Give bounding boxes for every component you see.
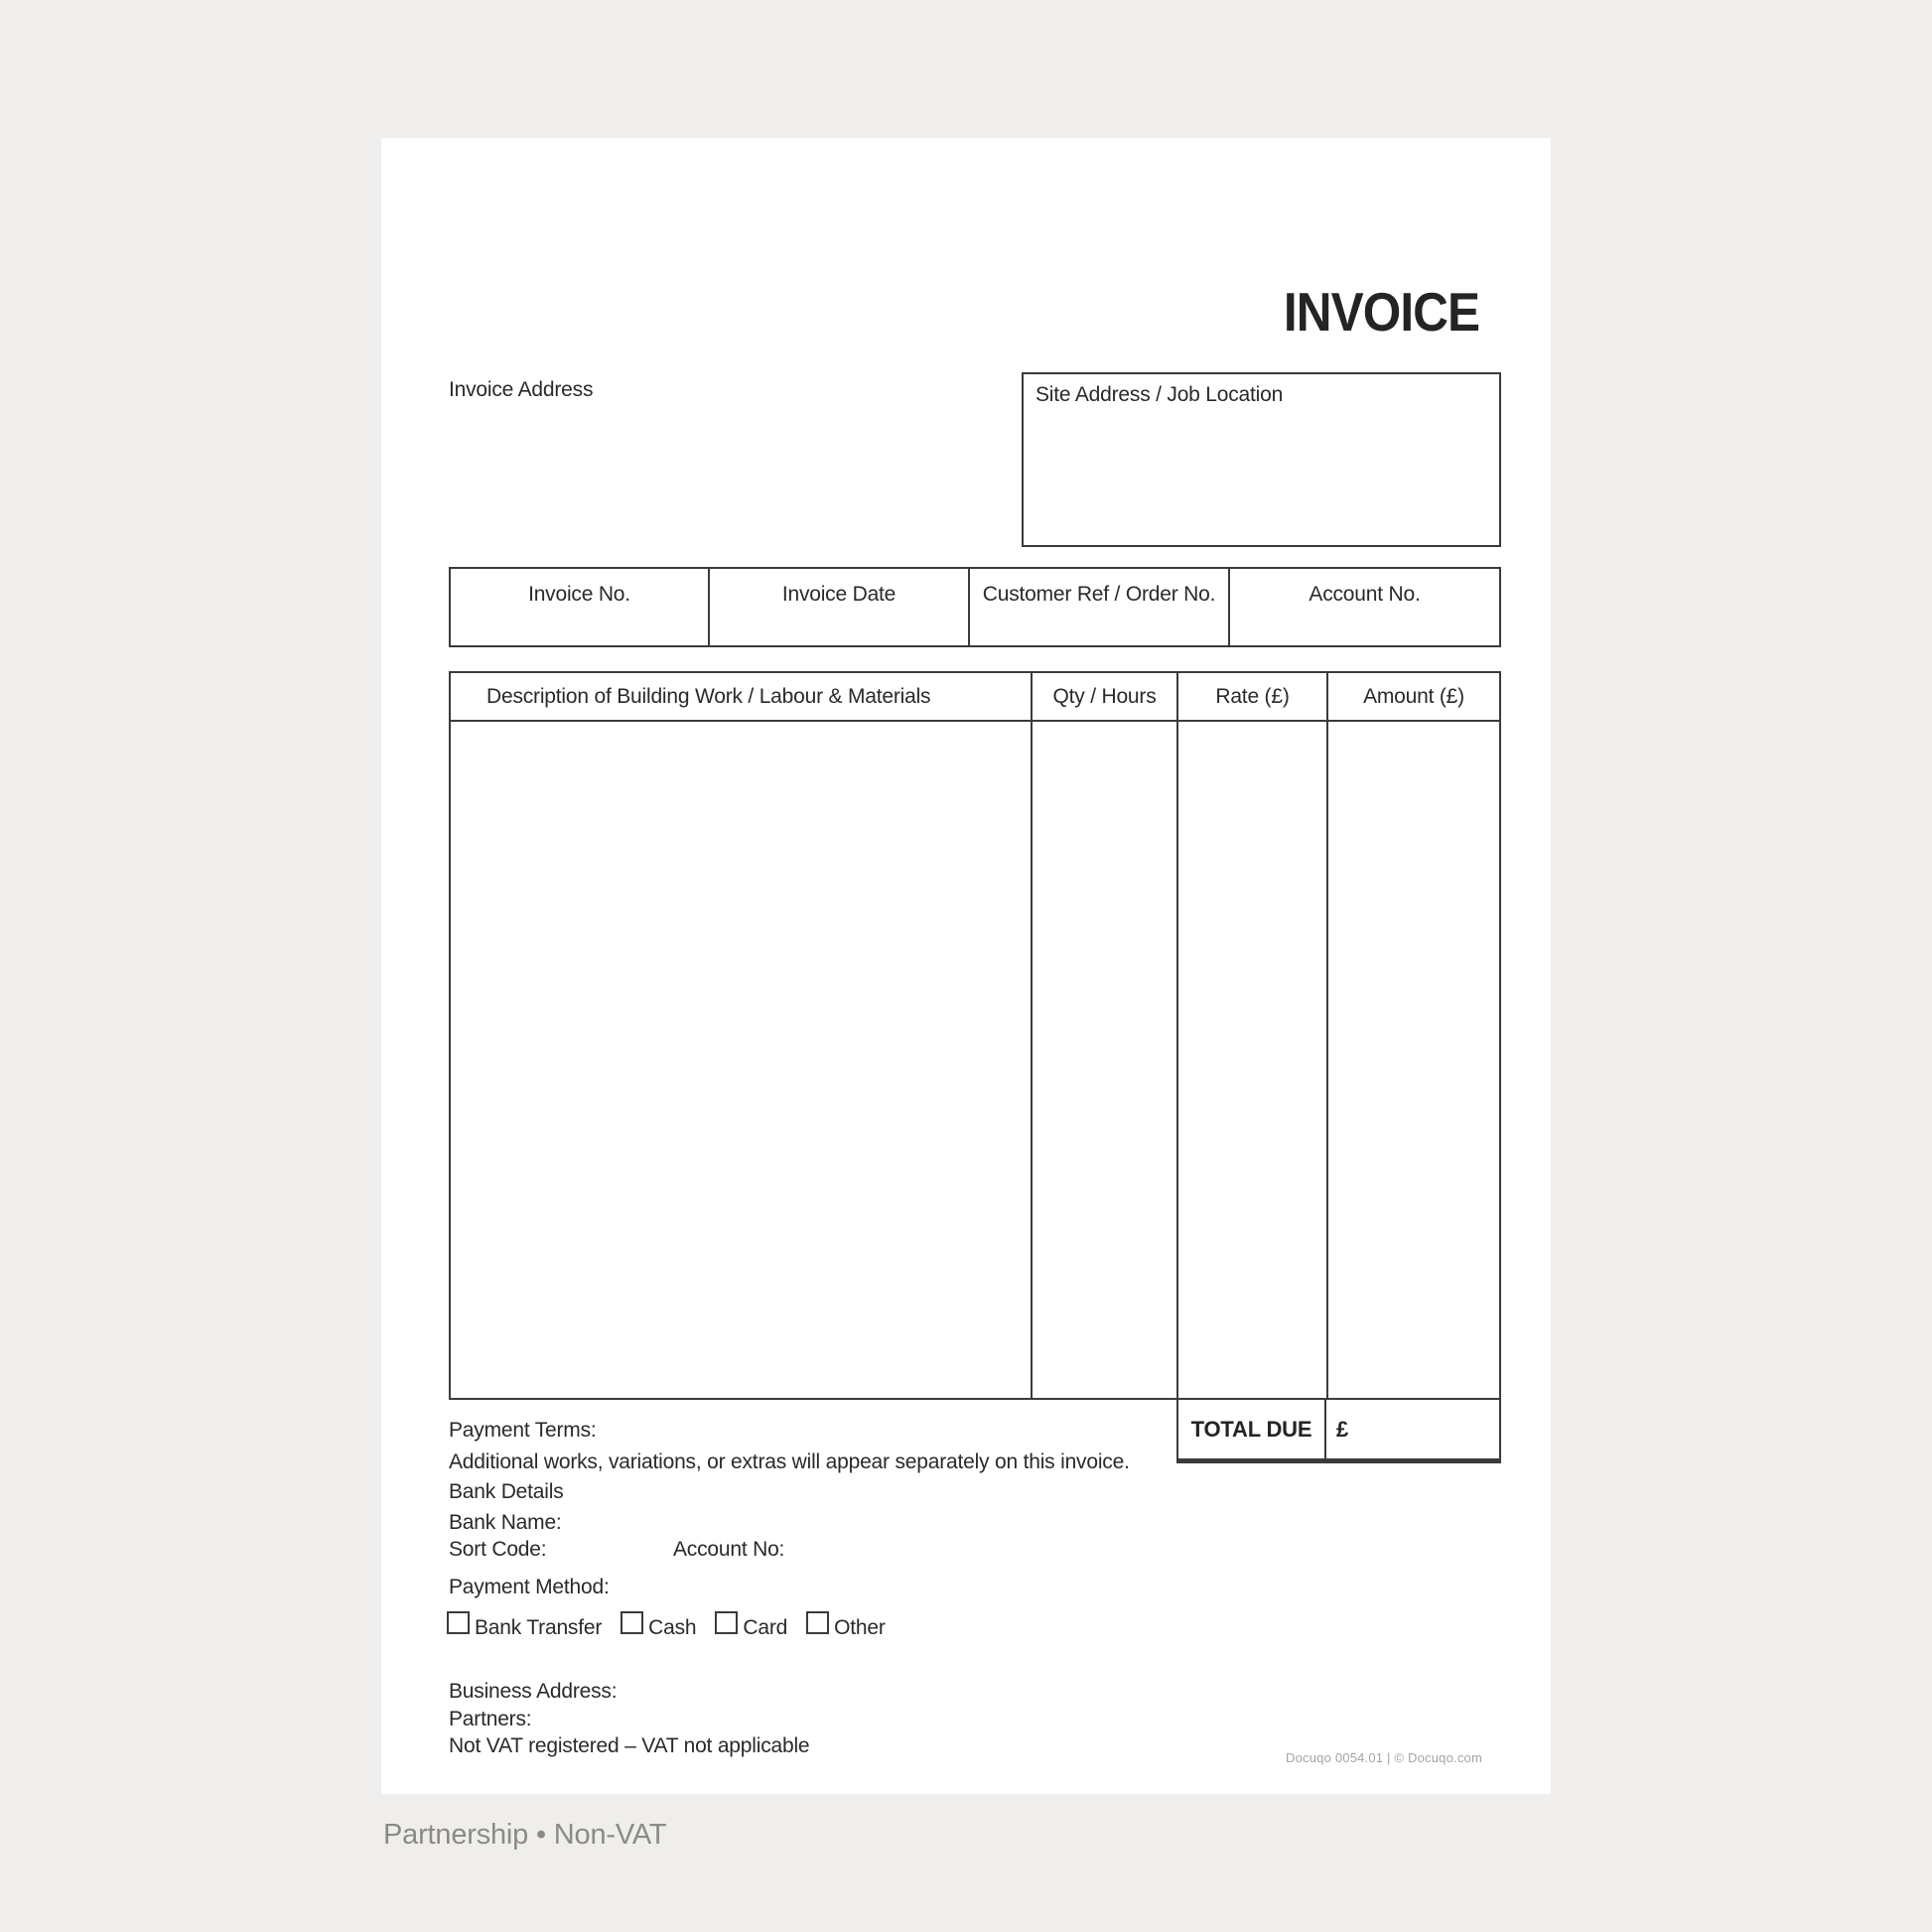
- site-address-label: Site Address / Job Location: [1035, 383, 1284, 406]
- amount-column-header: Amount (£): [1328, 673, 1499, 722]
- invoice-page: [381, 138, 1551, 1794]
- line-items-table: [449, 671, 1501, 1400]
- other-option: [806, 1611, 886, 1639]
- document-variant-caption: Partnership • Non-VAT: [383, 1819, 667, 1851]
- vat-status-note: Not VAT registered – VAT not applicable: [449, 1734, 810, 1757]
- currency-symbol: £: [1336, 1416, 1349, 1442]
- qty-hours-column-body[interactable]: [1033, 722, 1176, 1398]
- card-option: [715, 1611, 787, 1639]
- account-no-header: Account No.: [1309, 583, 1421, 606]
- amount-column: [1326, 673, 1499, 1398]
- description-column: [451, 673, 1031, 1398]
- invoice-date-header: Invoice Date: [781, 583, 897, 606]
- bank-transfer-option: [447, 1611, 602, 1639]
- bank-transfer-label: Bank Transfer: [475, 1616, 603, 1639]
- total-amount-cell[interactable]: [1326, 1400, 1499, 1458]
- card-checkbox[interactable]: [715, 1611, 738, 1634]
- payment-method-label: Payment Method:: [449, 1576, 610, 1598]
- bank-transfer-checkbox[interactable]: [447, 1611, 470, 1634]
- bank-name-label: Bank Name:: [449, 1511, 562, 1534]
- additional-works-note: Additional works, variations, or extras will appear separately on this invoice.: [449, 1450, 1130, 1473]
- sort-code-label: Sort Code:: [449, 1538, 547, 1561]
- other-label: Other: [834, 1616, 886, 1639]
- bank-account-no-label: Account No:: [673, 1538, 785, 1561]
- cash-checkbox[interactable]: [621, 1611, 643, 1634]
- partners-label: Partners:: [449, 1708, 532, 1730]
- total-due-label: TOTAL DUE: [1178, 1400, 1326, 1458]
- payment-terms-label: Payment Terms:: [449, 1419, 597, 1442]
- invoice-no-header: Invoice No.: [528, 583, 630, 606]
- invoice-info-table: [449, 567, 1501, 647]
- rate-column: [1176, 673, 1326, 1398]
- document-footer: Docuqo 0054.01 | © Docuqo.com: [1286, 1750, 1482, 1765]
- business-address-label: Business Address:: [449, 1680, 618, 1703]
- invoice-no-cell[interactable]: [451, 569, 708, 645]
- amount-column-body[interactable]: [1328, 722, 1499, 1398]
- sort-code-line: [449, 1538, 1044, 1562]
- invoice-address-label: Invoice Address: [449, 378, 594, 401]
- rate-column-body[interactable]: [1178, 722, 1326, 1398]
- cash-label: Cash: [648, 1616, 697, 1639]
- account-no-cell[interactable]: [1228, 569, 1499, 645]
- customer-ref-header: Customer Ref / Order No.: [982, 583, 1216, 606]
- customer-ref-cell[interactable]: [968, 569, 1228, 645]
- payment-method-options: [447, 1611, 886, 1639]
- site-address-box[interactable]: [1022, 372, 1501, 547]
- rate-column-header: Rate (£): [1178, 673, 1326, 722]
- invoice-date-cell[interactable]: [708, 569, 968, 645]
- description-column-header: Description of Building Work / Labour & Materials: [451, 673, 1031, 722]
- bank-details-heading: Bank Details: [449, 1480, 564, 1503]
- card-label: Card: [743, 1616, 788, 1639]
- cash-option: [621, 1611, 696, 1639]
- qty-hours-column-header: Qty / Hours: [1033, 673, 1176, 722]
- total-due-box: [1176, 1400, 1501, 1463]
- description-column-body[interactable]: [451, 722, 1031, 1398]
- qty-hours-column: [1031, 673, 1176, 1398]
- other-checkbox[interactable]: [806, 1611, 829, 1634]
- invoice-title: INVOICE: [1283, 281, 1479, 343]
